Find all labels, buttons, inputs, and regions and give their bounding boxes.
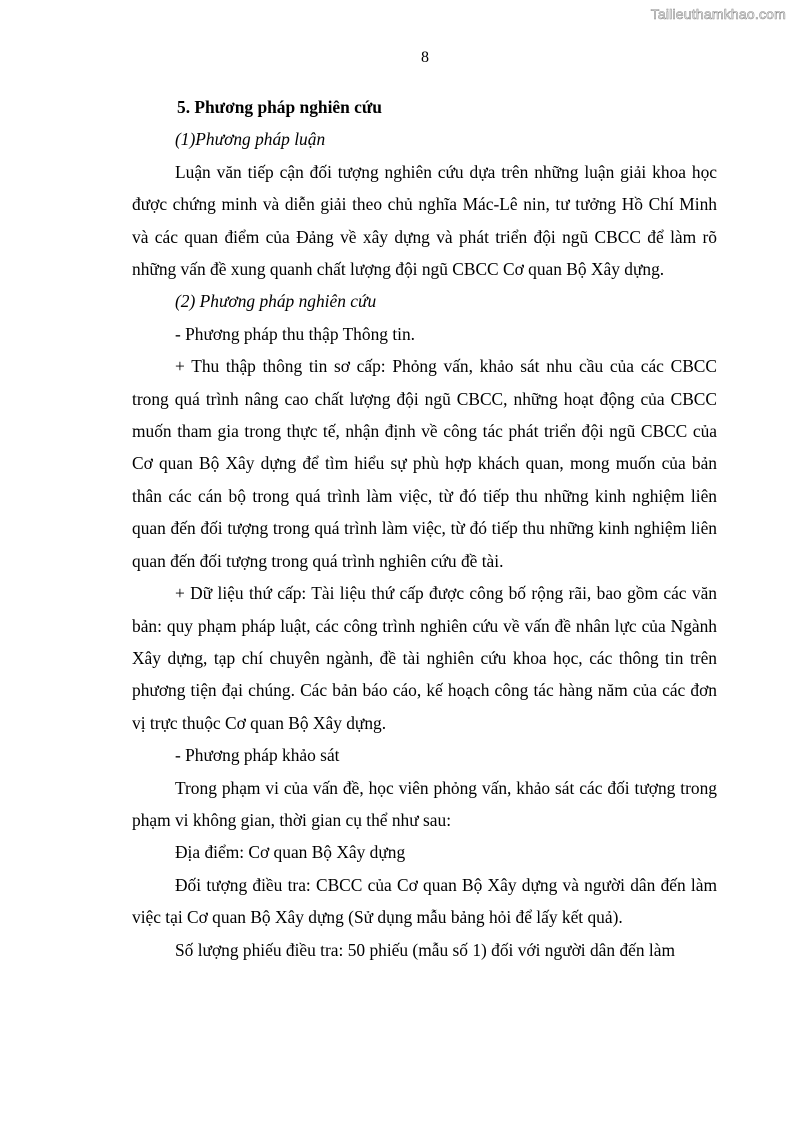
method-title-survey: - Phương pháp khảo sát [175,745,340,766]
paragraph-methodology: Luận văn tiếp cận đối tượng nghiên cứu dựa trên những luận giải khoa học được chứng minh và diễn giải theo chủ nghĩa Mác-Lê nin, tư tưởng Hồ Chí Minh và các quan điểm của Đảng về xây dựng và phát triển đội ngũ CBCC để làm rõ những vấn đề xung quanh chất lượng đội ngũ CBCC Cơ quan Bộ Xây dựng. [132,161,717,280]
watermark-text: Tailieuthamkhao.com [650,6,786,22]
method-title-data-collection: - Phương pháp thu thập Thông tin. [175,323,416,344]
paragraph-survey-count: Số lượng phiếu điều tra: 50 phiếu (mẫu số 1) đối với người dân đến làm [175,939,675,960]
subsection-title-research-methods: (2) Phương pháp nghiên cứu [175,291,377,312]
document-body [132,91,717,966]
page-number: 8 [421,49,429,66]
paragraph-survey-intro: Trong phạm vi của vấn đề, học viên phỏng vấn, khảo sát các đối tượng trong phạm vi không gian, thời gian cụ thể như sau: [132,777,717,830]
paragraph-primary-data: + Thu thập thông tin sơ cấp: Phỏng vấn, khảo sát nhu cầu của các CBCC trong quá trình nâng cao chất lượng đội ngũ CBCC, những hoạt động của CBCC muốn tham gia trong thực tế, nhận định về công tác phát triển đội ngũ CBCC của Cơ quan Bộ Xây dựng để tìm hiểu sự phù hợp khách quan, mong muốn của bản thân các cán bộ trong quá trình làm việc, từ đó tiếp thu những kinh nghiệm liên quan đến đối tượng trong quá trình làm việc, từ đó tiếp thu những kinh nghiệm liên quan đến đối tượng trong quá trình nghiên cứu đề tài. [132,356,717,571]
section-heading: 5. Phương pháp nghiên cứu [177,97,382,117]
paragraph-secondary-data: + Dữ liệu thứ cấp: Tài liệu thứ cấp được công bố rộng rãi, bao gồm các văn bản: quy phạm pháp luật, các công trình nghiên cứu về vấn đề nhân lực của Ngành Xây dựng, tạp chí chuyên ngành, đề tài nghiên cứu khoa học, các thông tin trên phương tiện đại chúng. Các bản báo cáo, kế hoạch công tác hàng năm của các đơn vị trực thuộc Cơ quan Bộ Xây dựng. [132,583,717,733]
paragraph-survey-subjects: Đối tượng điều tra: CBCC của Cơ quan Bộ Xây dựng và người dân đến làm việc tại Cơ quan Bộ Xây dựng (Sử dụng mẫu bảng hỏi để lấy kết quả). [132,874,717,928]
subsection-title-methodology: (1)Phương pháp luận [175,129,326,150]
paragraph-survey-location: Địa điểm: Cơ quan Bộ Xây dựng [175,842,406,863]
